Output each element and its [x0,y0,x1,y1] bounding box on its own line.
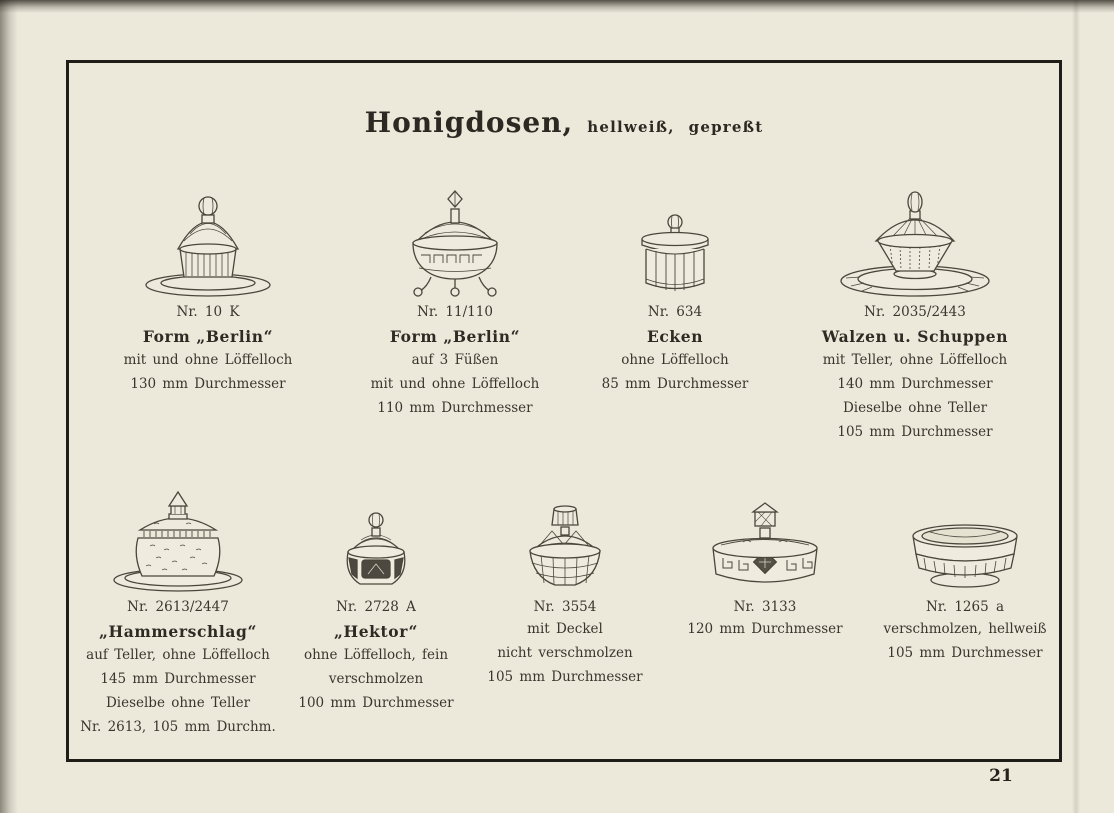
product-name: „Hektor“ [333,622,419,641]
product-spec: 105 mm Durchmesser [837,423,993,440]
product-spec: verschmolzen [328,670,424,687]
product-image-paneled-cylinder-jar [565,183,785,299]
product-card-nr-3554 [455,474,675,694]
product-name: Form „Berlin“ [142,327,274,346]
product-spec: Dieselbe ohne Teller [105,694,251,711]
page-title-sub1: hellweiß, [587,118,675,136]
product-card-nr-10k [98,183,318,401]
product-spec: 105 mm Durchmesser [487,668,643,685]
product-number: Nr. 2728 A [336,599,416,615]
product-number: Nr. 3554 [533,599,597,615]
product-spec: 130 mm Durchmesser [130,375,286,392]
product-card-nr-11-110 [345,183,565,425]
product-spec: 100 mm Durchmesser [298,694,454,711]
product-spec: mit Teller, ohne Löffelloch [822,352,1008,368]
product-image-fluted-bowl-on-saucer [805,183,1025,299]
page-title [66,106,1062,139]
product-card-nr-1265a [855,474,1075,670]
product-spec: verschmolzen, hellweiß [883,621,1047,637]
product-name: Ecken [646,327,704,346]
product-card-nr-2728a [266,474,486,720]
product-spec: auf Teller, ohne Löffelloch [86,647,270,663]
product-spec: Nr. 2613, 105 mm Durchm. [80,718,276,735]
product-spec: 105 mm Durchmesser [887,644,1043,661]
product-card-nr-2613-2447 [68,474,288,743]
book-spine-shadow [0,0,18,813]
product-image-faceted-bowl-with-lid [455,474,675,594]
product-number: Nr. 1265 a [925,599,1005,615]
product-number: Nr. 10 K [176,304,240,320]
product-spec: ohne Löffelloch, fein [303,647,449,663]
page-crease [1072,0,1080,813]
product-image-greek-key-jar-on-three-feet [345,183,565,299]
product-spec: 145 mm Durchmesser [100,670,256,687]
product-number: Nr. 3133 [733,599,797,615]
product-spec: 85 mm Durchmesser [601,375,749,392]
product-spec: Dieselbe ohne Teller [842,399,988,416]
page-title-main: Honigdosen, [364,106,574,139]
product-spec: mit und ohne Löffelloch [370,375,540,392]
product-card-nr-2035-2443 [805,183,1025,448]
product-image-ornamented-round-jar [266,474,486,594]
product-spec: nicht verschmolzen [497,644,633,661]
product-number: Nr. 11/110 [417,304,493,320]
product-card-nr-634 [565,183,785,401]
product-spec: 110 mm Durchmesser [377,399,533,416]
product-name: „Hammerschlag“ [99,622,257,641]
product-spec: ohne Löffelloch [621,352,729,368]
product-image-hammered-box-on-plate [68,474,288,594]
page-number: 21 [989,766,1013,786]
product-name: Form „Berlin“ [389,327,521,346]
product-image-ribbed-honey-jar-on-plate [98,183,318,299]
scan-top-shadow [0,0,1114,13]
product-spec: mit und ohne Löffelloch [123,352,293,368]
product-number: Nr. 2035/2443 [864,304,966,320]
product-card-nr-3133 [655,474,875,646]
product-spec: 140 mm Durchmesser [837,375,993,392]
product-image-open-scalloped-bowl [855,474,1075,594]
product-spec: auf 3 Füßen [411,352,499,368]
product-spec: 120 mm Durchmesser [687,621,843,637]
product-name: Walzen u. Schuppen [821,327,1009,346]
product-image-greek-key-cylinder-box [655,474,875,594]
product-number: Nr. 634 [647,304,703,320]
page-title-sub2: gepreßt [688,118,764,136]
product-spec: mit Deckel [527,621,603,637]
product-number: Nr. 2613/2447 [127,599,229,615]
